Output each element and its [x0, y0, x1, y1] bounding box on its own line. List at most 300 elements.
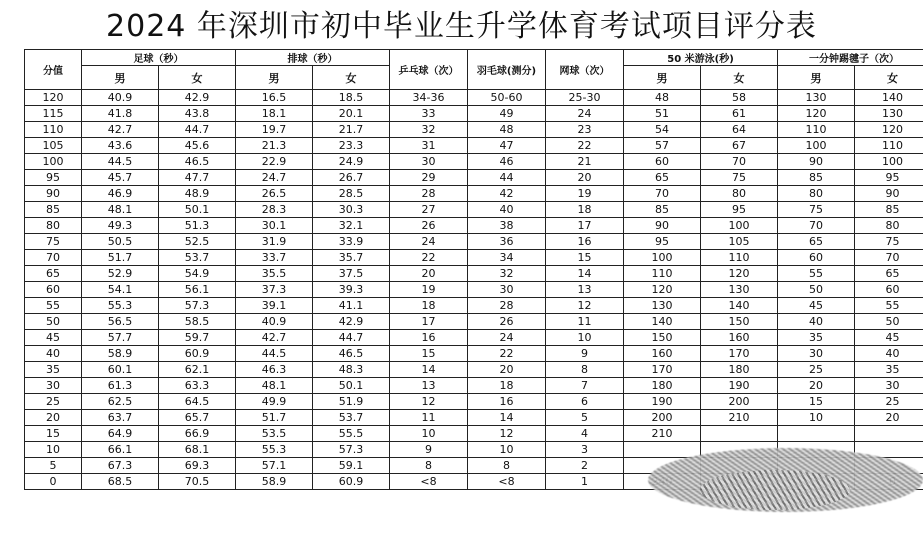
header-row-1 [25, 50, 923, 66]
table-row [25, 218, 923, 234]
value-cell: 140 [855, 90, 923, 106]
value-cell: 21 [546, 154, 624, 170]
value-cell: 190 [624, 394, 701, 410]
value-cell: 33.9 [313, 234, 390, 250]
value-cell: 27 [390, 202, 468, 218]
value-cell: 90 [624, 218, 701, 234]
value-cell: 50-60 [468, 90, 546, 106]
table-row [25, 90, 923, 106]
value-cell: 49.3 [82, 218, 159, 234]
value-cell: 18 [468, 378, 546, 394]
value-cell: 180 [701, 362, 778, 378]
value-cell: <8 [390, 474, 468, 490]
value-cell: 105 [701, 234, 778, 250]
value-cell: 41.8 [82, 106, 159, 122]
value-cell: 10 [468, 442, 546, 458]
value-cell: 61.3 [82, 378, 159, 394]
table-row [25, 234, 923, 250]
value-cell: 1 [546, 474, 624, 490]
value-cell: 66.1 [82, 442, 159, 458]
value-cell: 70 [855, 250, 923, 266]
value-cell: 36 [468, 234, 546, 250]
value-cell: 90 [778, 154, 855, 170]
value-cell: 24 [468, 330, 546, 346]
value-cell: 54 [624, 122, 701, 138]
value-cell: 65 [778, 234, 855, 250]
value-cell [624, 442, 701, 458]
value-cell: 95 [624, 234, 701, 250]
value-cell: 210 [701, 410, 778, 426]
score-table [24, 49, 923, 490]
smudge-overlay [700, 470, 850, 510]
value-cell: 57.3 [159, 298, 236, 314]
value-cell: 48.1 [236, 378, 313, 394]
value-cell: 210 [624, 426, 701, 442]
table-body [25, 90, 923, 490]
value-cell: 56.1 [159, 282, 236, 298]
value-cell: 2 [546, 458, 624, 474]
value-cell: 85 [624, 202, 701, 218]
value-cell: 48.1 [82, 202, 159, 218]
value-cell: 40 [468, 202, 546, 218]
value-cell: 44.7 [313, 330, 390, 346]
value-cell: 8 [390, 458, 468, 474]
table-row [25, 202, 923, 218]
value-cell: 44 [468, 170, 546, 186]
value-cell: 48 [468, 122, 546, 138]
score-cell: 75 [25, 234, 82, 250]
value-cell: 150 [701, 314, 778, 330]
value-cell: 170 [701, 346, 778, 362]
value-cell: 45 [855, 330, 923, 346]
value-cell: 26 [468, 314, 546, 330]
value-cell: 70.5 [159, 474, 236, 490]
value-cell: 32 [468, 266, 546, 282]
value-cell: 25-30 [546, 90, 624, 106]
value-cell: 51 [624, 106, 701, 122]
value-cell: 70 [701, 154, 778, 170]
value-cell: 14 [468, 410, 546, 426]
value-cell: 42 [468, 186, 546, 202]
value-cell: 21.7 [313, 122, 390, 138]
value-cell: 100 [701, 218, 778, 234]
value-cell: 45.7 [82, 170, 159, 186]
table-row [25, 250, 923, 266]
score-cell: 60 [25, 282, 82, 298]
value-cell: 110 [855, 138, 923, 154]
value-cell: 57.3 [313, 442, 390, 458]
value-cell [855, 426, 923, 442]
value-cell: 85 [778, 170, 855, 186]
score-cell: 0 [25, 474, 82, 490]
value-cell: 57.1 [236, 458, 313, 474]
table-row [25, 154, 923, 170]
score-cell: 110 [25, 122, 82, 138]
value-cell: 44.5 [236, 346, 313, 362]
table-row [25, 378, 923, 394]
value-cell: 95 [701, 202, 778, 218]
value-cell: 28.5 [313, 186, 390, 202]
value-cell: 33 [390, 106, 468, 122]
value-cell: 46.9 [82, 186, 159, 202]
value-cell: 42.9 [159, 90, 236, 106]
value-cell: 130 [855, 106, 923, 122]
value-cell: 40 [855, 346, 923, 362]
value-cell: 95 [855, 170, 923, 186]
header-tennis: 网球（次） [546, 50, 624, 90]
value-cell: 57.7 [82, 330, 159, 346]
value-cell: 180 [624, 378, 701, 394]
value-cell: 110 [701, 250, 778, 266]
value-cell: 6 [546, 394, 624, 410]
score-cell: 15 [25, 426, 82, 442]
score-cell: 115 [25, 106, 82, 122]
value-cell: 31.9 [236, 234, 313, 250]
table-row [25, 426, 923, 442]
header-male: 男 [236, 66, 313, 90]
value-cell: 44.5 [82, 154, 159, 170]
value-cell: 20 [778, 378, 855, 394]
score-cell: 10 [25, 442, 82, 458]
table-row [25, 298, 923, 314]
value-cell: 18 [546, 202, 624, 218]
value-cell: 41.1 [313, 298, 390, 314]
value-cell: 14 [546, 266, 624, 282]
value-cell: 80 [855, 218, 923, 234]
value-cell: 53.7 [313, 410, 390, 426]
value-cell: 28 [468, 298, 546, 314]
value-cell: 57 [624, 138, 701, 154]
value-cell: 200 [701, 394, 778, 410]
header-volleyball: 排球（秒） [236, 50, 390, 66]
value-cell: 100 [624, 250, 701, 266]
value-cell: 110 [624, 266, 701, 282]
value-cell: 39.3 [313, 282, 390, 298]
value-cell: 30 [390, 154, 468, 170]
value-cell: 70 [624, 186, 701, 202]
value-cell: 23 [546, 122, 624, 138]
value-cell: 48.9 [159, 186, 236, 202]
header-swim: 50 米游泳(秒) [624, 50, 778, 66]
value-cell: 55 [778, 266, 855, 282]
value-cell: 46 [468, 154, 546, 170]
table-row [25, 122, 923, 138]
header-female: 女 [313, 66, 390, 90]
value-cell: 10 [546, 330, 624, 346]
score-cell: 25 [25, 394, 82, 410]
table-row [25, 282, 923, 298]
value-cell: 60 [855, 282, 923, 298]
value-cell: 52.9 [82, 266, 159, 282]
value-cell: 4 [546, 426, 624, 442]
header-male: 男 [778, 66, 855, 90]
value-cell: 48.3 [313, 362, 390, 378]
value-cell: 50.1 [159, 202, 236, 218]
header-male: 男 [624, 66, 701, 90]
value-cell: 80 [701, 186, 778, 202]
value-cell: 46.5 [313, 346, 390, 362]
value-cell: 55 [855, 298, 923, 314]
score-cell: 50 [25, 314, 82, 330]
value-cell: 55.3 [236, 442, 313, 458]
value-cell: 200 [624, 410, 701, 426]
value-cell: 28 [390, 186, 468, 202]
value-cell: 20 [390, 266, 468, 282]
value-cell: 90 [855, 186, 923, 202]
value-cell: 15 [546, 250, 624, 266]
value-cell: 60.1 [82, 362, 159, 378]
value-cell: 13 [390, 378, 468, 394]
value-cell: 26.5 [236, 186, 313, 202]
score-cell: 90 [25, 186, 82, 202]
value-cell: 9 [390, 442, 468, 458]
table-row [25, 186, 923, 202]
value-cell: 30 [855, 378, 923, 394]
value-cell: 32.1 [313, 218, 390, 234]
value-cell: 100 [855, 154, 923, 170]
value-cell: 67 [701, 138, 778, 154]
value-cell: 49.9 [236, 394, 313, 410]
value-cell: 150 [624, 330, 701, 346]
value-cell: 16.5 [236, 90, 313, 106]
value-cell: 34-36 [390, 90, 468, 106]
value-cell: 190 [701, 378, 778, 394]
value-cell: 63.7 [82, 410, 159, 426]
value-cell: 54.1 [82, 282, 159, 298]
value-cell: 40 [778, 314, 855, 330]
value-cell: 35.5 [236, 266, 313, 282]
value-cell: 44.7 [159, 122, 236, 138]
value-cell: 120 [855, 122, 923, 138]
value-cell: 69.3 [159, 458, 236, 474]
value-cell: 62.1 [159, 362, 236, 378]
value-cell: 160 [701, 330, 778, 346]
value-cell: 19 [546, 186, 624, 202]
header-pingpong: 乒乓球（次） [390, 50, 468, 90]
value-cell: 130 [701, 282, 778, 298]
value-cell: 26.7 [313, 170, 390, 186]
value-cell: 55.5 [313, 426, 390, 442]
score-cell: 20 [25, 410, 82, 426]
value-cell: 120 [778, 106, 855, 122]
value-cell: 170 [624, 362, 701, 378]
value-cell: 62.5 [82, 394, 159, 410]
value-cell: 20 [468, 362, 546, 378]
value-cell: 19.7 [236, 122, 313, 138]
value-cell: 14 [390, 362, 468, 378]
value-cell [701, 426, 778, 442]
value-cell [778, 426, 855, 442]
value-cell: 46.3 [236, 362, 313, 378]
table-row [25, 394, 923, 410]
value-cell: 9 [546, 346, 624, 362]
value-cell: 120 [701, 266, 778, 282]
value-cell: 85 [855, 202, 923, 218]
score-cell: 95 [25, 170, 82, 186]
value-cell: 30 [778, 346, 855, 362]
value-cell: 58.9 [82, 346, 159, 362]
value-cell: 12 [390, 394, 468, 410]
header-female: 女 [159, 66, 236, 90]
value-cell: 43.6 [82, 138, 159, 154]
value-cell: 42.9 [313, 314, 390, 330]
score-cell: 100 [25, 154, 82, 170]
value-cell: 42.7 [236, 330, 313, 346]
value-cell: 33.7 [236, 250, 313, 266]
value-cell: 28.3 [236, 202, 313, 218]
score-cell: 65 [25, 266, 82, 282]
value-cell: 35 [778, 330, 855, 346]
header-female: 女 [855, 66, 923, 90]
value-cell: 11 [390, 410, 468, 426]
value-cell: 60.9 [313, 474, 390, 490]
value-cell: 46.5 [159, 154, 236, 170]
value-cell: <8 [468, 474, 546, 490]
value-cell: 80 [778, 186, 855, 202]
value-cell: 26 [390, 218, 468, 234]
value-cell: 140 [624, 314, 701, 330]
value-cell: 8 [546, 362, 624, 378]
value-cell: 66.9 [159, 426, 236, 442]
value-cell: 37.3 [236, 282, 313, 298]
value-cell: 52.5 [159, 234, 236, 250]
value-cell: 110 [778, 122, 855, 138]
value-cell: 38 [468, 218, 546, 234]
table-row [25, 362, 923, 378]
score-cell: 5 [25, 458, 82, 474]
value-cell: 35 [855, 362, 923, 378]
header-score: 分值 [25, 50, 82, 90]
value-cell: 130 [778, 90, 855, 106]
value-cell: 35.7 [313, 250, 390, 266]
value-cell: 140 [701, 298, 778, 314]
value-cell: 40.9 [82, 90, 159, 106]
table-row [25, 314, 923, 330]
value-cell: 24 [546, 106, 624, 122]
value-cell: 65 [624, 170, 701, 186]
value-cell: 49 [468, 106, 546, 122]
score-cell: 85 [25, 202, 82, 218]
value-cell: 60 [624, 154, 701, 170]
value-cell: 24 [390, 234, 468, 250]
value-cell: 37.5 [313, 266, 390, 282]
value-cell: 50.1 [313, 378, 390, 394]
value-cell: 58.5 [159, 314, 236, 330]
value-cell: 65 [855, 266, 923, 282]
value-cell: 51.3 [159, 218, 236, 234]
value-cell: 43.8 [159, 106, 236, 122]
value-cell: 45.6 [159, 138, 236, 154]
table-row [25, 346, 923, 362]
value-cell: 68.5 [82, 474, 159, 490]
value-cell: 30.3 [313, 202, 390, 218]
value-cell: 130 [624, 298, 701, 314]
value-cell: 20 [855, 410, 923, 426]
value-cell: 16 [390, 330, 468, 346]
value-cell: 53.7 [159, 250, 236, 266]
value-cell: 50.5 [82, 234, 159, 250]
value-cell: 51.7 [82, 250, 159, 266]
value-cell: 15 [778, 394, 855, 410]
value-cell: 17 [390, 314, 468, 330]
value-cell: 39.1 [236, 298, 313, 314]
value-cell: 51.7 [236, 410, 313, 426]
value-cell: 24.7 [236, 170, 313, 186]
value-cell: 53.5 [236, 426, 313, 442]
score-cell: 45 [25, 330, 82, 346]
value-cell: 64.9 [82, 426, 159, 442]
value-cell: 20.1 [313, 106, 390, 122]
value-cell: 25 [778, 362, 855, 378]
value-cell: 60 [778, 250, 855, 266]
header-female: 女 [701, 66, 778, 90]
value-cell: 160 [624, 346, 701, 362]
value-cell: 59.1 [313, 458, 390, 474]
table-row [25, 138, 923, 154]
value-cell: 50 [855, 314, 923, 330]
value-cell: 75 [855, 234, 923, 250]
value-cell: 61 [701, 106, 778, 122]
header-shuttlecock: 一分钟踢毽子（次） [778, 50, 923, 66]
value-cell: 11 [546, 314, 624, 330]
value-cell: 60.9 [159, 346, 236, 362]
value-cell: 15 [390, 346, 468, 362]
value-cell: 75 [778, 202, 855, 218]
value-cell: 13 [546, 282, 624, 298]
value-cell: 22 [546, 138, 624, 154]
table-row [25, 106, 923, 122]
value-cell: 18 [390, 298, 468, 314]
value-cell: 22.9 [236, 154, 313, 170]
value-cell: 70 [778, 218, 855, 234]
value-cell: 100 [778, 138, 855, 154]
value-cell: 18.1 [236, 106, 313, 122]
value-cell: 12 [546, 298, 624, 314]
score-cell: 120 [25, 90, 82, 106]
value-cell: 47.7 [159, 170, 236, 186]
value-cell: 63.3 [159, 378, 236, 394]
value-cell: 67.3 [82, 458, 159, 474]
value-cell: 48 [624, 90, 701, 106]
table-row [25, 170, 923, 186]
value-cell: 40.9 [236, 314, 313, 330]
header-male: 男 [82, 66, 159, 90]
value-cell: 30.1 [236, 218, 313, 234]
value-cell: 50 [778, 282, 855, 298]
value-cell: 64.5 [159, 394, 236, 410]
value-cell: 3 [546, 442, 624, 458]
header-football: 足球（秒） [82, 50, 236, 66]
value-cell: 17 [546, 218, 624, 234]
value-cell: 10 [390, 426, 468, 442]
table-row [25, 266, 923, 282]
score-cell: 70 [25, 250, 82, 266]
value-cell: 19 [390, 282, 468, 298]
value-cell: 42.7 [82, 122, 159, 138]
value-cell: 32 [390, 122, 468, 138]
value-cell: 22 [390, 250, 468, 266]
value-cell: 59.7 [159, 330, 236, 346]
page-title: 2024 年深圳市初中毕业生升学体育考试项目评分表 [106, 9, 817, 44]
header-badminton: 羽毛球(测分) [468, 50, 546, 90]
value-cell: 12 [468, 426, 546, 442]
value-cell: 30 [468, 282, 546, 298]
score-cell: 55 [25, 298, 82, 314]
value-cell: 7 [546, 378, 624, 394]
value-cell: 45 [778, 298, 855, 314]
score-cell: 30 [25, 378, 82, 394]
value-cell: 8 [468, 458, 546, 474]
